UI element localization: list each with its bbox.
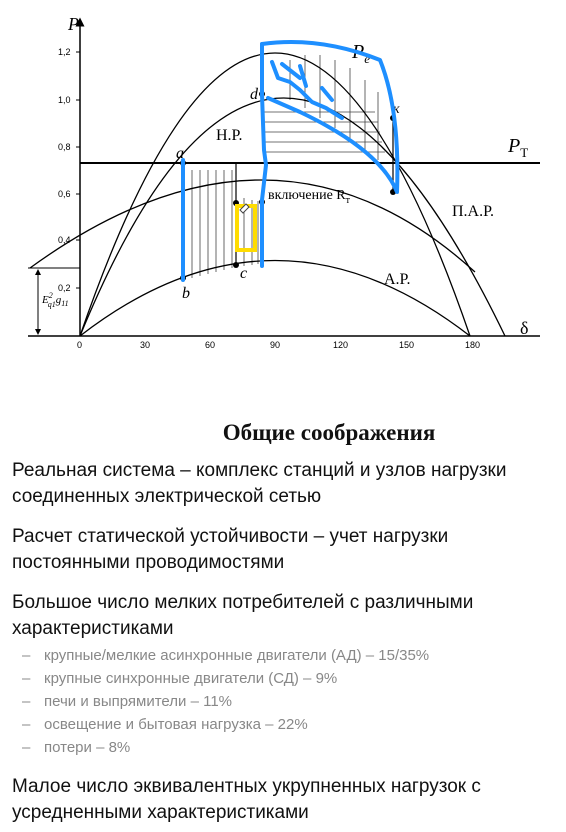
y-tick: 0,4 bbox=[58, 235, 71, 245]
paragraph-4: Малое число эквивалентных укрупненных нагрузок с усредненными характеристиками bbox=[12, 776, 481, 823]
diagram-svg bbox=[0, 0, 566, 360]
paragraph-2: Расчет статической устойчивости – учет нагрузки постоянными проводимостями bbox=[12, 526, 449, 573]
x-tick: 90 bbox=[270, 340, 281, 350]
curve-np bbox=[80, 98, 505, 336]
point-d: d bbox=[250, 86, 258, 103]
x-ticks bbox=[77, 340, 480, 350]
y-ticks bbox=[58, 47, 80, 293]
curve-par bbox=[30, 180, 475, 272]
point-k: к bbox=[393, 102, 400, 117]
label-np: Н.Р. bbox=[216, 127, 243, 144]
x-tick: 120 bbox=[333, 340, 349, 350]
list-item: – печи и выпрямители – 11% bbox=[22, 693, 232, 710]
label-switch: включение $R_т$ bbox=[268, 188, 350, 206]
label-pe: $P_e$ bbox=[352, 41, 370, 66]
list-item: – крупные/мелкие асинхронные двигатели (АД) – 15/35% bbox=[22, 647, 430, 664]
list-item: – освещение и бытовая нагрузка – 22% bbox=[22, 716, 308, 733]
y-tick: 0,8 bbox=[58, 142, 71, 152]
point-b: b bbox=[182, 285, 190, 302]
curve-ar bbox=[80, 261, 470, 337]
x-tick: 180 bbox=[465, 340, 481, 350]
list-item: – крупные синхронные двигатели (СД) – 9% bbox=[22, 670, 338, 687]
x-tick: 60 bbox=[205, 340, 216, 350]
x-tick: 150 bbox=[399, 340, 415, 350]
points bbox=[180, 91, 396, 281]
y-axis-label: P bbox=[68, 14, 79, 34]
y-tick: 0,2 bbox=[58, 283, 71, 293]
label-ar: А.Р. bbox=[384, 271, 411, 288]
y-tick: 1,2 bbox=[58, 47, 71, 57]
section-heading: Общие соображения bbox=[222, 420, 436, 445]
y-tick: 1,0 bbox=[58, 95, 71, 105]
x-tick: 0 bbox=[77, 340, 83, 350]
label-eq: $E^2$ $q1g_{11}$ bbox=[42, 291, 69, 309]
label-par: П.А.Р. bbox=[452, 203, 495, 220]
y-tick: 0,6 bbox=[58, 189, 71, 199]
point-a: a bbox=[176, 145, 184, 162]
paragraph-1: Реальная система – комплекс станций и узлов нагрузки соединенных электрической сетью bbox=[12, 460, 507, 507]
x-tick: 30 bbox=[140, 340, 151, 350]
x-axis-label: δ bbox=[520, 318, 529, 338]
point-c: c bbox=[240, 265, 248, 282]
list-item: – потери – 8% bbox=[22, 739, 131, 756]
power-angle-diagram bbox=[0, 0, 566, 360]
paragraph-3: Большое число мелких потребителей с различными характеристиками bbox=[12, 592, 474, 639]
label-pt: $P_Т$ bbox=[508, 135, 529, 160]
